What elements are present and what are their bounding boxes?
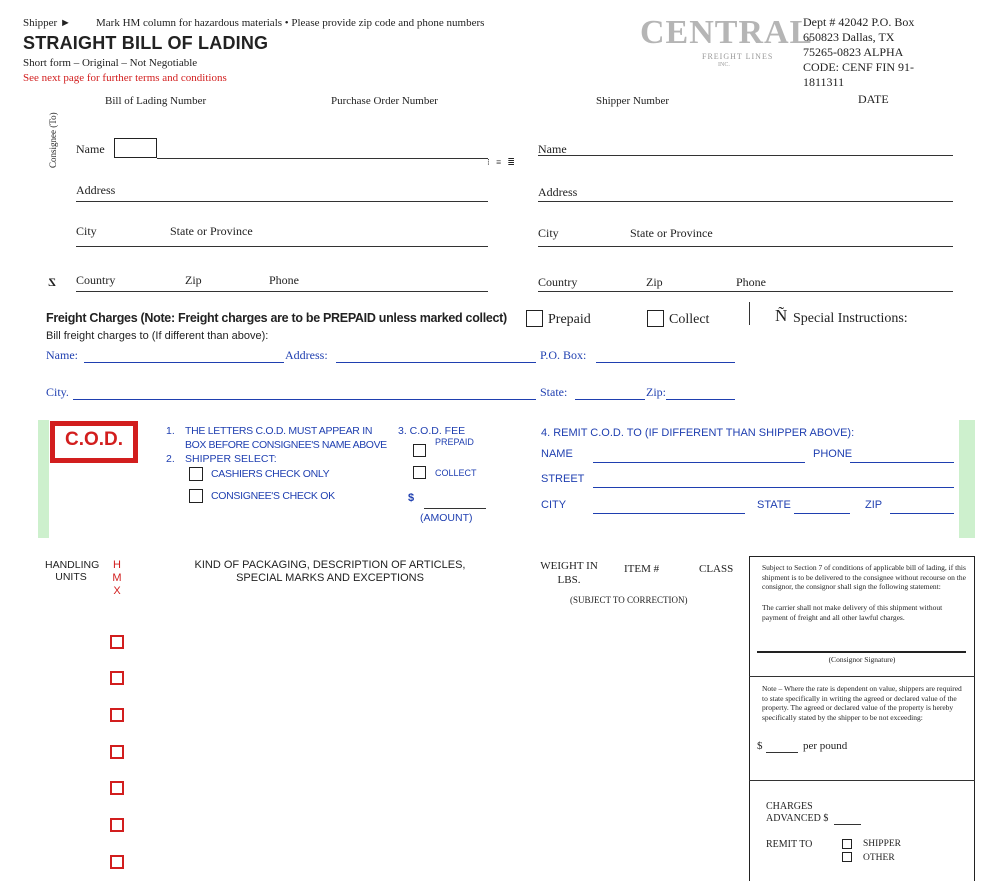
consignee-mark: Z [48,275,57,289]
consignee-check-checkbox[interactable] [189,489,203,503]
class-header: CLASS [699,563,734,575]
shipper-country-label: Country [538,275,578,289]
handling-header-line: HANDLING [45,559,100,571]
hm-letter: H [113,559,121,571]
cod-left-bar [38,420,49,538]
collect-checkbox[interactable] [647,310,664,327]
shipper-number-label: Shipper Number [596,95,670,107]
consignee-zip-label: Zip [185,273,202,287]
hm-checkbox[interactable] [110,855,124,869]
hazmat-note: Mark HM column for hazardous materials • Please provide zip code and phone numbers [96,17,485,29]
shipper-zip-label: Zip [646,275,663,289]
logo-inc: INC. [718,62,730,68]
cod-remit-phone-line[interactable] [850,462,954,463]
hm-checkbox[interactable] [110,781,124,795]
bill-name-line[interactable] [84,362,284,363]
page-title: STRAIGHT BILL OF LADING [23,33,269,53]
per-pound-label: per pound [803,740,848,752]
shipper-name-line[interactable] [538,155,953,156]
value-line[interactable] [766,752,798,753]
cod-amount-label: (AMOUNT) [420,512,473,524]
hm-letter: X [113,585,121,597]
consignee-city-label: City [76,224,97,238]
handling-units-header [45,559,100,583]
cod-remit-city-label: CITY [541,499,567,511]
dept-address [803,15,993,90]
weight-header [537,559,601,587]
consignee-country-label: Country [76,273,116,287]
bill-to-label: Bill freight charges to (If different than above): [46,330,269,342]
bill-pobox-line[interactable] [596,362,735,363]
charges-line: CHARGES [766,801,813,812]
dept-line: 75265-0823 ALPHA [803,45,904,59]
cod-remit-street-label: STREET [541,473,585,485]
cod-fee-collect-label: COLLECT [435,468,477,478]
cod-badge: C.O.D. [50,421,138,463]
freight-charges-note: Freight Charges (Note: Freight charges are to be PREPAID unless marked collect) [46,311,507,325]
cod-remit-zip-line[interactable] [890,513,954,514]
divider [749,302,750,325]
subject-correction-note: (SUBJECT TO CORRECTION) [570,595,688,605]
bill-address-label: Address: [285,348,328,362]
cod-remit-label: 4. REMIT C.O.D. TO (IF DIFFERENT THAN SHIPPER ABOVE): [541,427,855,439]
hm-checkbox[interactable] [110,818,124,832]
consignee-side-label: Consignee (To) [48,112,58,168]
charges-advanced-line[interactable] [834,824,861,825]
weight-header-line: LBS. [557,574,581,586]
carrier-delivery-text: The carrier shall not make delivery of this shipment without payment of freight and all other lawful charges. [762,603,943,622]
subtitle: Short form – Original – Not Negotiable [23,57,198,69]
panel-divider [749,780,975,781]
handling-header-line: UNITS [55,571,87,583]
consignee-name-line[interactable] [157,158,488,159]
hm-checkbox[interactable] [110,635,124,649]
shipper-state-label: State or Province [630,226,713,240]
consignee-address-line[interactable] [76,201,488,202]
prepaid-label: Prepaid [548,312,591,327]
panel-divider [749,676,975,677]
hm-header [110,559,124,598]
small-marks: ⁝ ≡ ≣ [487,157,517,167]
date-label: DATE [858,92,889,106]
bill-pobox-label: P.O. Box: [540,348,587,362]
shipper-address-label: Address [538,185,578,199]
logo-text: CENTRAL [640,14,814,51]
cod-remit-state-line[interactable] [794,513,850,514]
cod-fee-prepaid-checkbox[interactable] [413,444,426,457]
hm-checkbox[interactable] [110,708,124,722]
cod-step1-num: 1. [166,425,175,437]
dept-line: 1811311 [803,75,845,89]
cod-right-bar [959,420,975,538]
description-header [180,559,480,585]
cod-remit-street-line[interactable] [593,487,954,488]
consignee-name-label: Name [76,142,105,156]
cod-fee-label: 3. C.O.D. FEE [398,425,466,437]
description-header-line: KIND OF PACKAGING, DESCRIPTION OF ARTICLES, [194,559,466,571]
shipper-arrow-label: Shipper ► [23,17,71,29]
bill-city-label: City. [46,385,69,399]
value-dollar-sign: $ [757,740,763,752]
bill-zip-label: Zip: [646,385,666,399]
shipper-phone-label: Phone [736,275,766,289]
shipper-country-line[interactable] [538,291,953,292]
cod-step1-line1: THE LETTERS C.O.D. MUST APPEAR IN [185,425,373,437]
charges-line: ADVANCED $ [766,813,829,824]
dept-line: CODE: CENF FIN 91- [803,60,915,74]
cod-amount-line[interactable] [424,508,486,509]
consignee-state-label: State or Province [170,224,253,238]
shipper-address-line[interactable] [538,201,953,202]
special-mark: Ñ [775,306,788,325]
description-header-line: SPECIAL MARKS AND EXCEPTIONS [236,572,424,584]
remit-other-checkbox[interactable] [842,852,852,862]
bill-state-line[interactable] [575,399,645,400]
cod-step2-num: 2. [166,453,175,465]
cod-fee-prepaid-label: PREPAID [435,437,474,447]
section7-text: Subject to Section 7 of conditions of applicable bill of lading, if this shipment is to be delivered to the consignee without recourse on the consignor, the consignor shall sign the following statement: [762,563,966,591]
cashiers-check-checkbox[interactable] [189,467,203,481]
logo-subtext: FREIGHT LINES [702,52,774,61]
consignee-country-line[interactable] [76,291,488,292]
bill-address-line[interactable] [336,362,536,363]
bill-state-label: State: [540,385,568,399]
cod-amount-dollar: $ [408,492,415,504]
remit-shipper-label: SHIPPER [863,839,902,849]
consignor-signature-line[interactable] [757,651,966,653]
declared-value-note: Note – Where the rate is dependent on value, shippers are required to state specifically in writing the agreed or declared value of the property. The agreed or declared value of the property is hereby specifically stated by the shipper to be not exceeding: [762,684,962,722]
bol-number-label: Bill of Lading Number [105,95,207,107]
remit-shipper-checkbox[interactable] [842,839,852,849]
cod-remit-name-label: NAME [541,448,573,460]
terms-note: See next page for further terms and conditions [23,72,227,84]
hm-checkbox[interactable] [110,745,124,759]
shipper-name-label: Name [538,142,567,156]
shipper-city-line[interactable] [538,246,953,247]
cod-mark-box[interactable] [114,138,157,158]
bill-city-line[interactable] [73,399,536,400]
cod-step2-label: SHIPPER SELECT: [185,453,277,465]
bill-zip-line[interactable] [666,399,735,400]
shipper-city-label: City [538,226,559,240]
prepaid-checkbox[interactable] [526,310,543,327]
hm-checkbox[interactable] [110,671,124,685]
cod-remit-phone-label: PHONE [813,448,853,460]
dept-line: 650823 Dallas, TX [803,30,895,44]
consignor-signature-label: (Consignor Signature) [828,655,896,664]
hm-letter: M [112,572,122,584]
collect-label: Collect [669,312,710,327]
remit-other-label: OTHER [863,853,895,863]
dept-line: Dept # 42042 P.O. Box [803,15,915,29]
cashiers-check-label: CASHIERS CHECK ONLY [211,468,330,480]
cod-remit-city-line[interactable] [593,513,745,514]
weight-header-line: WEIGHT IN [540,560,598,572]
consignee-check-label: CONSIGNEE'S CHECK OK [211,490,335,502]
remit-to-label: REMIT TO [766,839,813,850]
consignee-phone-label: Phone [269,273,299,287]
cod-fee-collect-checkbox[interactable] [413,466,426,479]
cod-remit-zip-label: ZIP [865,499,883,511]
cod-step1-line2: BOX BEFORE CONSIGNEE'S NAME ABOVE [185,439,387,451]
charges-advanced [766,801,828,825]
item-header: ITEM # [624,563,660,575]
po-number-label: Purchase Order Number [331,95,438,107]
special-instructions-label: Special Instructions: [793,311,908,326]
cod-remit-name-line[interactable] [593,462,805,463]
company-logo [640,14,814,72]
consignee-address-label: Address [76,183,116,197]
cod-remit-state-label: STATE [757,499,791,511]
bill-name-label: Name: [46,348,78,362]
consignee-city-line[interactable] [76,246,488,247]
